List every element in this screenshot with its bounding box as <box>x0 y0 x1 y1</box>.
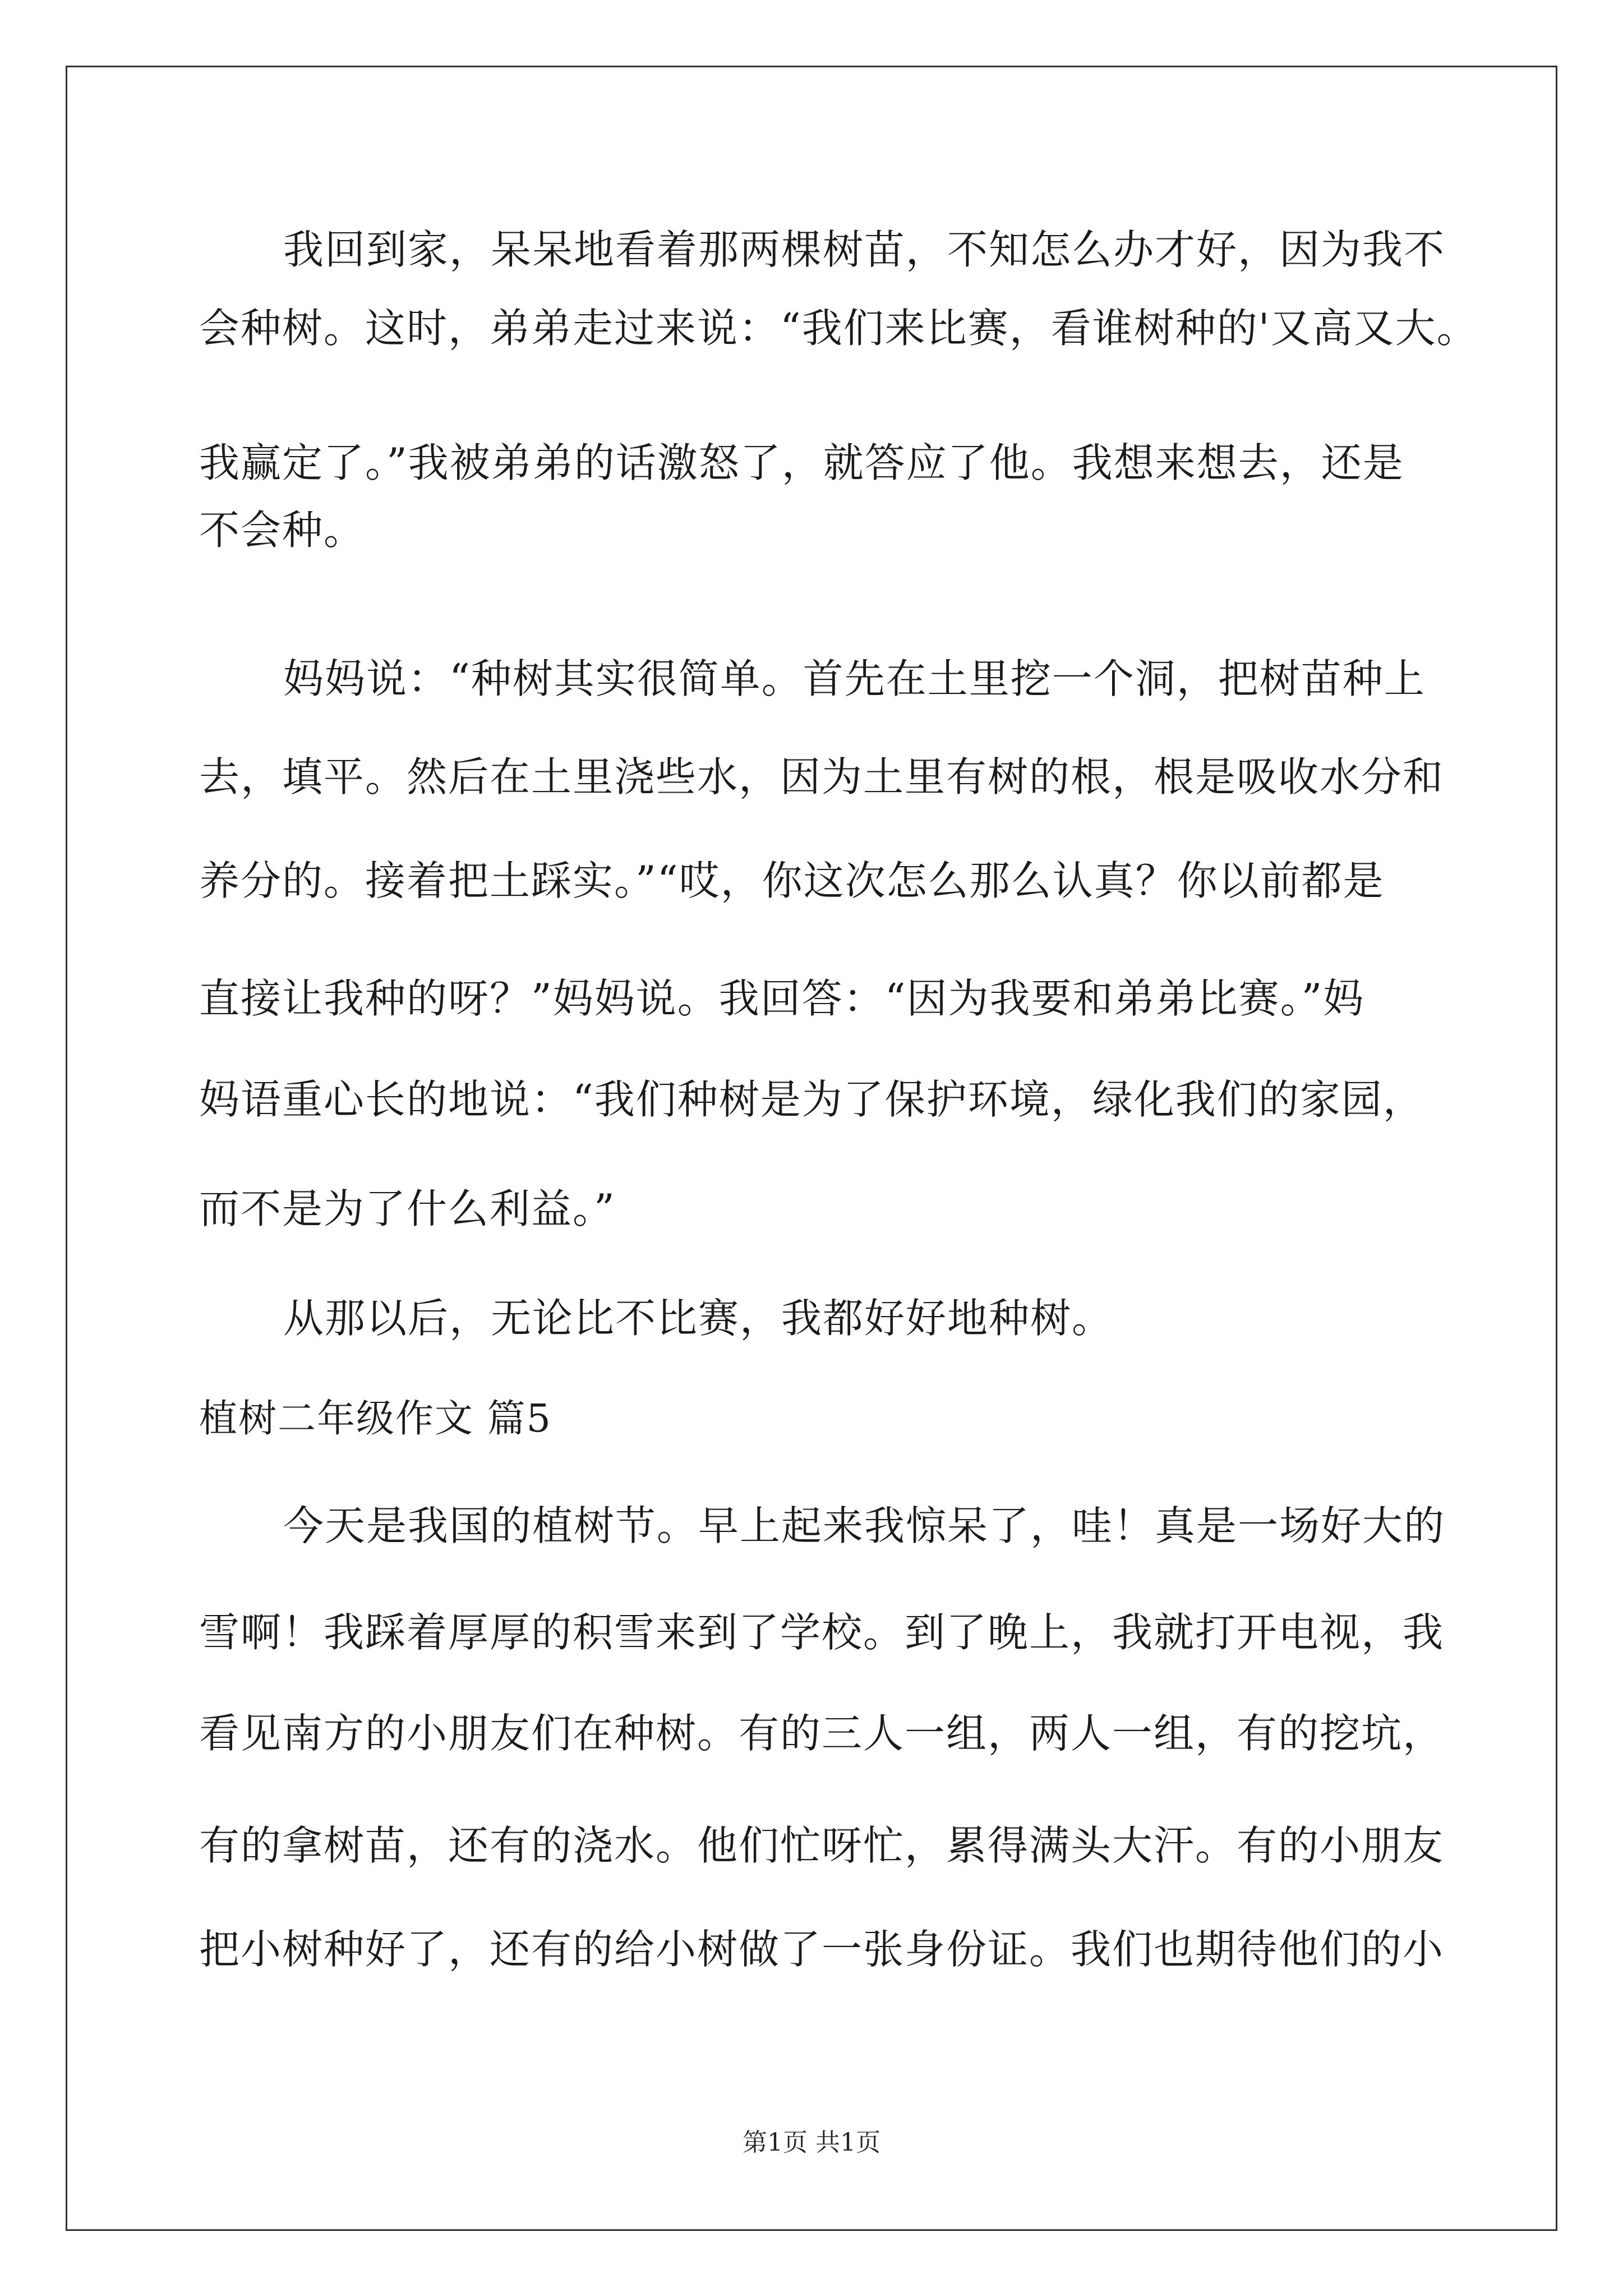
text-line: 直接让我种的呀？”妈妈说。我回答：“因为我要和弟弟比赛。”妈 <box>199 975 1365 1022</box>
page-footer: 第1页 共1页 <box>743 2128 880 2157</box>
text-line: 把小树种好了，还有的给小树做了一张身份证。我们也期待他们的小 <box>199 1926 1445 1973</box>
text-line: 有的拿树苗，还有的浇水。他们忙呀忙，累得满头大汗。有的小朋友 <box>199 1822 1445 1869</box>
text-line: 雪啊！我踩着厚厚的积雪来到了学校。到了晚上，我就打开电视，我 <box>199 1609 1445 1656</box>
text-line: 会种树。这时，弟弟走过来说：“我们来比赛，看谁树种的'又高又大。 <box>199 305 1478 352</box>
text-line: 养分的。接着把土踩实。”“哎，你这次怎么那么认真？你以前都是 <box>199 857 1385 904</box>
text-line: 从那以后，无论比不比赛，我都好好地种树。 <box>283 1295 1114 1342</box>
text-line: 妈语重心长的地说：“我们种树是为了保护环境，绿化我们的家园， <box>199 1076 1424 1123</box>
text-line: 我回到家，呆呆地看着那两棵树苗，不知怎么办才好，因为我不 <box>283 226 1446 273</box>
text-line: 今天是我国的植树节。早上起来我惊呆了，哇！真是一场好大的 <box>283 1502 1446 1549</box>
text-line: 看见南方的小朋友们在种树。有的三人一组，两人一组，有的挖坑， <box>199 1710 1445 1757</box>
page-border <box>66 66 1557 2231</box>
text-line: 我赢定了。”我被弟弟的话激怒了，就答应了他。我想来想去，还是 <box>199 439 1404 486</box>
text-line: 不会种。 <box>199 507 366 554</box>
text-line: 而不是为了什么利益。” <box>199 1185 616 1232</box>
section-heading: 植树二年级作文 篇5 <box>199 1397 552 1441</box>
text-line: 妈妈说：“种树其实很简单。首先在土里挖一个洞，把树苗种上 <box>283 655 1426 702</box>
text-line: 去，填平。然后在土里浇些水，因为土里有树的根，根是吸收水分和 <box>199 753 1445 800</box>
